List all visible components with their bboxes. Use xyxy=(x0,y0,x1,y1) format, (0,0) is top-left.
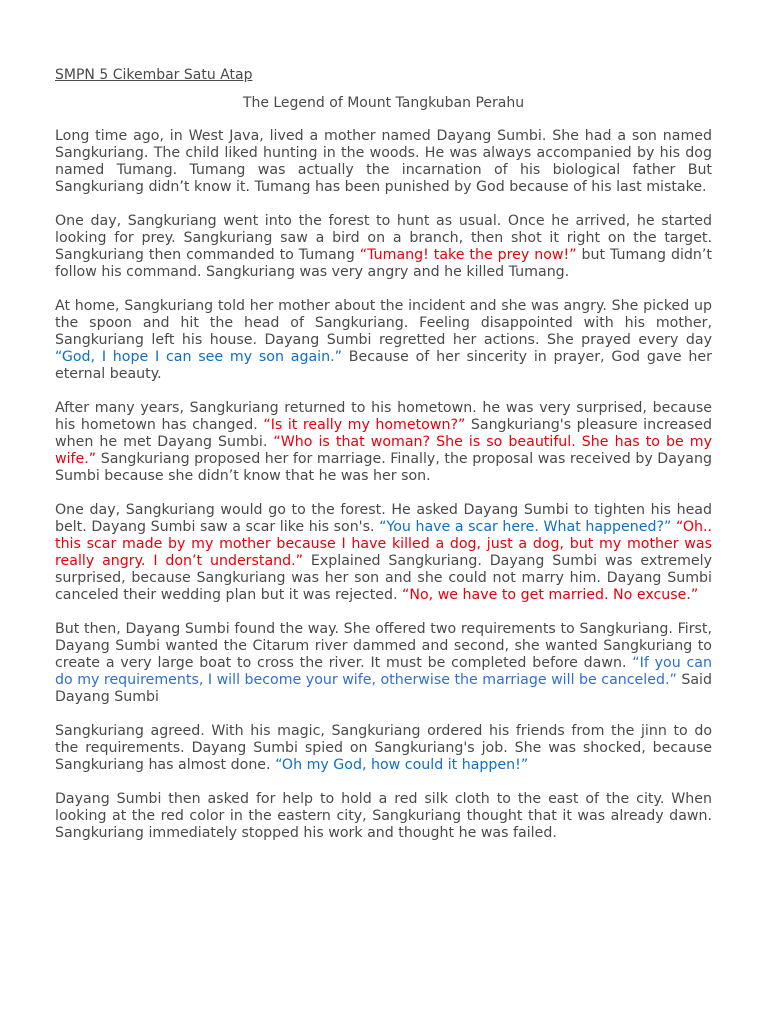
dialogue-quote: “Who is that woman? She is so beautiful. She has to be my wife.” xyxy=(55,434,713,467)
paragraph-8 xyxy=(55,791,712,842)
paragraph-5 xyxy=(55,502,712,604)
paragraph-4 xyxy=(55,400,712,485)
paragraph-text: One day, Sangkuriang went into the forest to hunt as usual. Once he arrived, he started looking for prey. Sangkuriang saw a bird on a branch, then shot it right on the target. Sangkuriang then commanded to Tumang xyxy=(55,213,712,263)
paragraph-text: Explained Sangkuriang. Dayang Sumbi was extremely surprised, because Sangkuriang was her son and she could not marry him. Dayang Sumbi canceled their wedding plan but it was rejected. xyxy=(55,553,712,603)
paragraph-text: Dayang Sumbi then asked for help to hold a red silk cloth to the east of the city. When looking at the red color in the eastern city, Sangkuriang thought that it was already dawn. Sangkuriang immediately stopped his work and thought he was failed. xyxy=(55,791,712,841)
paragraph-text: Long time ago, in West Java, lived a mother named Dayang Sumbi. She had a son named Sangkuriang. The child liked hunting in the woods. He was always accompanied by his dog named Tumang. Tumang was actually the incarnation of his biological father But Sangkuriang didn’t know it. Tumang has been punished by God because of his last mistake. xyxy=(55,128,712,195)
document-page xyxy=(55,67,712,859)
paragraph-text: Said Dayang Sumbi xyxy=(55,672,712,705)
dialogue-quote: “Oh my God, how could it happen!” xyxy=(275,757,529,773)
dialogue-quote: “Is it really my hometown?” xyxy=(263,417,466,433)
paragraph-text: Sangkuriang agreed. With his magic, Sangkuriang ordered his friends from the jinn to do the requirements. Dayang Sumbi spied on Sangkuriang's job. She was shocked, because Sangkuriang has almost done. xyxy=(55,723,712,773)
paragraph-text: Because of her sincerity in prayer, God gave her eternal beauty. xyxy=(55,349,712,382)
paragraph-6 xyxy=(55,621,712,706)
dialogue-quote: “If you can do my requirements, I will become your wife, otherwise the marriage will be canceled.” xyxy=(55,655,712,688)
paragraph-2 xyxy=(55,213,712,281)
paragraph-text: At home, Sangkuriang told her mother about the incident and she was angry. She picked up the spoon and hit the head of Sangkuriang. Feeling disappointed with his mother, Sangkuriang left his house. Dayang Sumbi regretted her actions. She prayed every day xyxy=(55,298,712,348)
paragraph-text: but Tumang didn’t follow his command. Sangkuriang was very angry and he killed Tumang. xyxy=(55,247,712,280)
dialogue-quote: “Oh.. this scar made by my mother because I have killed a dog, just a dog, but my mother was really angry. I don’t understand.” xyxy=(55,519,713,569)
dialogue-quote: “No, we have to get married. No excuse.” xyxy=(402,587,699,603)
paragraph-text: But then, Dayang Sumbi found the way. She offered two requirements to Sangkuriang. First, Dayang Sumbi wanted the Citarum river dammed and second, she wanted Sangkuriang to create a very large boat to cross the river. It must be completed before dawn. xyxy=(55,621,712,671)
paragraph-text: One day, Sangkuriang would go to the forest. He asked Dayang Sumbi to tighten his head belt. Dayang Sumbi saw a scar like his son's. xyxy=(55,502,712,535)
dialogue-quote: “Tumang! take the prey now!” xyxy=(359,247,577,263)
paragraph-3 xyxy=(55,298,712,383)
paragraph-text: Sangkuriang's pleasure increased when he met Dayang Sumbi. xyxy=(55,417,712,450)
paragraph-1 xyxy=(55,128,712,196)
paragraph-text: After many years, Sangkuriang returned to his hometown. he was very surprised, because his hometown has changed. xyxy=(55,400,712,433)
school-name: SMPN 5 Cikembar Satu Atap xyxy=(55,67,253,83)
paragraph-text: Sangkuriang proposed her for marriage. Finally, the proposal was received by Dayang Sumbi because she didn’t know that he was her son. xyxy=(55,451,712,484)
paragraph-7 xyxy=(55,723,712,774)
dialogue-quote: “God, I hope I can see my son again.” xyxy=(55,349,342,365)
dialogue-quote: “You have a scar here. What happened?” xyxy=(379,519,672,535)
story-title: The Legend of Mount Tangkuban Perahu xyxy=(242,95,525,111)
